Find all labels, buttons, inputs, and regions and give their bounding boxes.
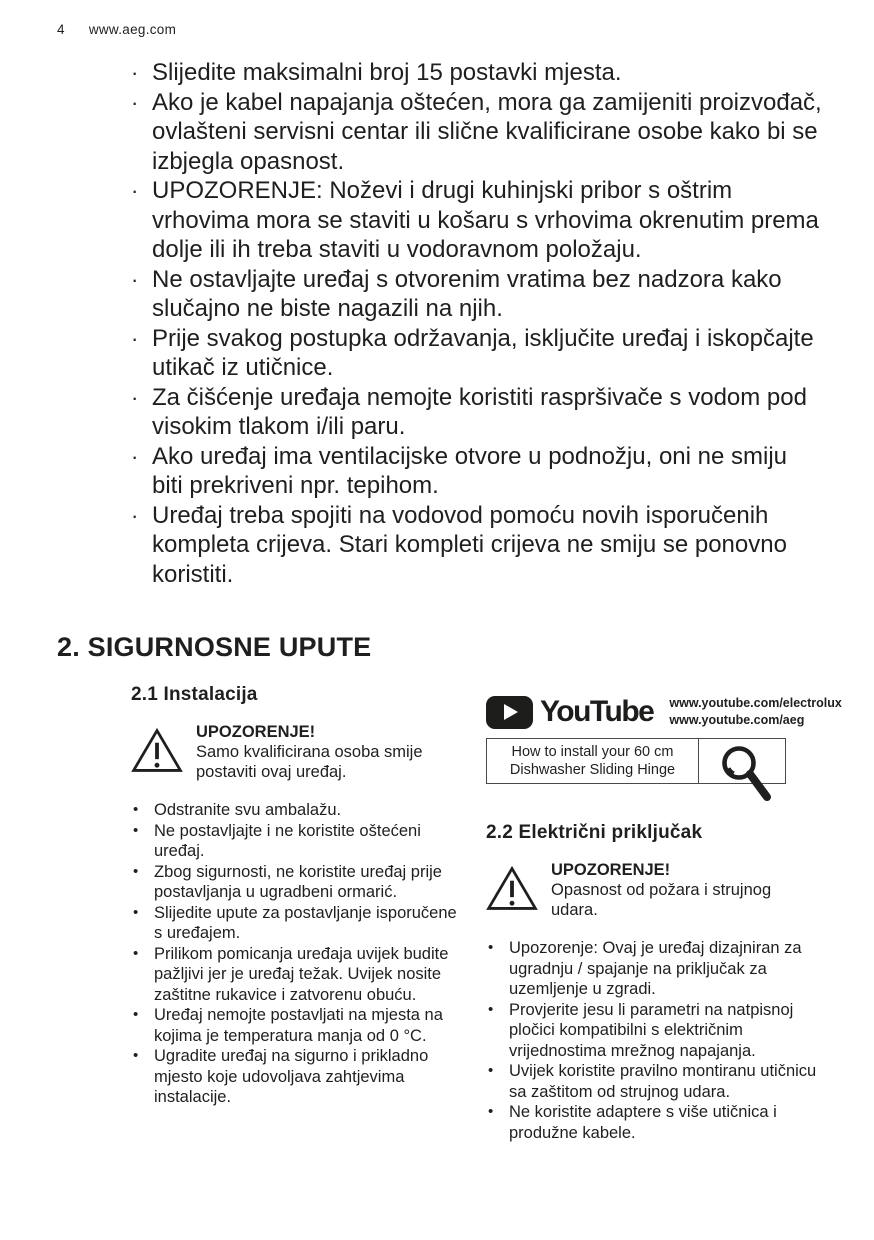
list-item [131,821,462,862]
list-item [131,944,462,1006]
warning-block-installation [131,722,462,782]
video-title-line1: How to install your 60 cm [511,743,674,760]
youtube-play-icon [486,696,533,729]
left-column [131,684,462,1143]
list-item [131,58,823,88]
bullet-dot: · [131,266,139,292]
list-item-text: Za čišćenje uređaja nemojte koristiti raspršivače s vodom pod visokim tlakom i/ili paru. [152,383,807,440]
list-item-text: Ugradite uređaj na sigurno i prikladno mjesto koje udovoljava zahtjevima instalacije. [154,1047,429,1106]
list-item-text: Prilikom pomicanja uređaja uvijek budite pažljivi jer je uređaj težak. Uvijek nosite zaštitne rukavice i zatvorenu obuću. [154,944,449,1004]
list-item-text: Upozorenje: Ovaj je uređaj dizajniran za ugradnju / spajanje na priključak za uzemljenje u zgradi. [509,939,802,998]
warning-triangle-icon [131,722,183,782]
right-column [486,684,842,1143]
list-item [131,1046,462,1108]
bullet-dot: · [131,502,139,528]
bullet-dot: · [131,89,139,115]
two-column-area [131,684,842,1143]
bullet-dot: • [133,821,139,839]
list-item [486,1102,817,1143]
warning-text: Opasnost od požara i strujnog udara. [551,881,772,919]
bullet-dot: · [131,443,139,469]
bullet-dot: • [133,1006,139,1023]
youtube-logo [486,695,653,729]
list-item [131,501,823,590]
list-item [131,265,823,324]
list-item-text: Provjerite jesu li parametri na natpisnoj pločici kompatibilni s električnim vrijednostima mrežnog napajanja. [509,1000,794,1060]
intro-bullet-list [131,58,823,589]
bullet-dot: • [488,939,494,956]
bullet-dot: • [133,903,139,921]
bullet-dot: • [133,1047,139,1064]
subsection-heading-electrical: 2.2 Električni priključak [486,822,703,843]
list-item-text: Slijedite maksimalni broj 15 postavki mjesta. [152,59,622,86]
list-item [486,1000,817,1062]
bullet-dot: · [131,60,139,85]
list-item [131,176,823,265]
bullet-dot: · [131,325,139,351]
list-item [131,1005,462,1046]
list-item-text: UPOZORENJE: Noževi i drugi kuhinjski pribor s oštrim vrhovima mora se staviti u košaru s vrhovima okrenutim prema dolje ili ih treba staviti u vodoravnom položaju. [152,177,819,263]
bullet-dot: • [133,801,139,818]
site-url: www.aeg.com [88,22,177,37]
bullet-dot: • [133,862,139,880]
bullet-dot: • [133,944,139,962]
video-info-box [486,738,786,784]
youtube-links [669,695,842,729]
list-item [131,903,462,944]
warning-title: UPOZORENJE! [551,861,671,879]
youtube-block [486,695,842,784]
bullet-dot: · [131,384,139,410]
list-item-text: Odstranite svu ambalažu. [154,801,342,819]
list-item-text: Zbog sigurnosti, ne koristite uređaj prije postavljanja u ugradbeni ormarić. [154,862,442,901]
list-item [486,1061,817,1102]
list-item [131,862,462,903]
list-item [131,383,823,442]
youtube-row [486,695,842,729]
warning-title: UPOZORENJE! [196,723,316,741]
bullet-dot: • [488,1000,494,1018]
warning-content [551,860,781,920]
installation-bullet-list [131,800,462,1108]
youtube-wordmark: YouTube [540,695,654,728]
bullet-dot: · [131,178,139,203]
warning-block-electrical [486,860,817,920]
youtube-link-electrolux: www.youtube.com/electrolux [669,696,842,710]
warning-triangle-icon [486,860,538,920]
list-item [131,88,823,177]
youtube-link-aeg: www.youtube.com/aeg [669,713,805,727]
page-header [57,22,176,37]
video-title-line2: Dishwasher Sliding Hinge [509,762,676,778]
video-title [487,739,698,783]
warning-text: Samo kvalificirana osoba smije postaviti ovaj uređaj. [196,743,423,781]
magnifying-glass-cell [699,739,785,783]
list-item-text: Ako je kabel napajanja oštećen, mora ga zamijeniti proizvođač, ovlašteni servisni centar ili slične kvalificirane osobe kako bi se izbjegla opasnost. [152,88,822,175]
bullet-dot: • [488,1062,494,1079]
subsection-heading-installation: 2.1 Instalacija [131,684,258,705]
list-item-text: Ne koristite adaptere s više utičnica i produžne kabele. [509,1103,777,1142]
list-item [131,442,823,501]
list-item [131,324,823,383]
electrical-bullet-list [486,938,817,1143]
bullet-dot: • [488,1103,494,1120]
list-item-text: Ne postavljajte i ne koristite oštećeni uređaj. [154,821,421,860]
section-title: 2. SIGURNOSNE UPUTE [57,632,372,662]
list-item [131,800,462,821]
list-item-text: Uvijek koristite pravilno montiranu utičnicu sa zaštitom od strujnog udara. [509,1062,817,1101]
page-number: 4 [57,22,65,37]
list-item [486,938,817,1000]
list-item-text: Prije svakog postupka održavanja, isključite uređaj i iskopčajte utikač iz utičnice. [152,324,814,381]
list-item-text: Uređaj treba spojiti na vodovod pomoću novih isporučenih kompleta crijeva. Stari kompleti crijeva ne smiju se ponovno koristiti. [152,501,787,588]
warning-content [196,722,426,782]
list-item-text: Ako uređaj ima ventilacijske otvore u podnožju, oni ne smiju biti prekriveni npr. tepihom. [152,442,788,499]
list-item-text: Uređaj nemojte postavljati na mjesta na kojima je temperatura manja od 0 °C. [154,1006,443,1045]
list-item-text: Ne ostavljajte uređaj s otvorenim vratima bez nadzora kako slučajno ne biste nagazili na njih. [152,265,782,322]
list-item-text: Slijedite upute za postavljanje isporučene s uređajem. [154,903,457,942]
